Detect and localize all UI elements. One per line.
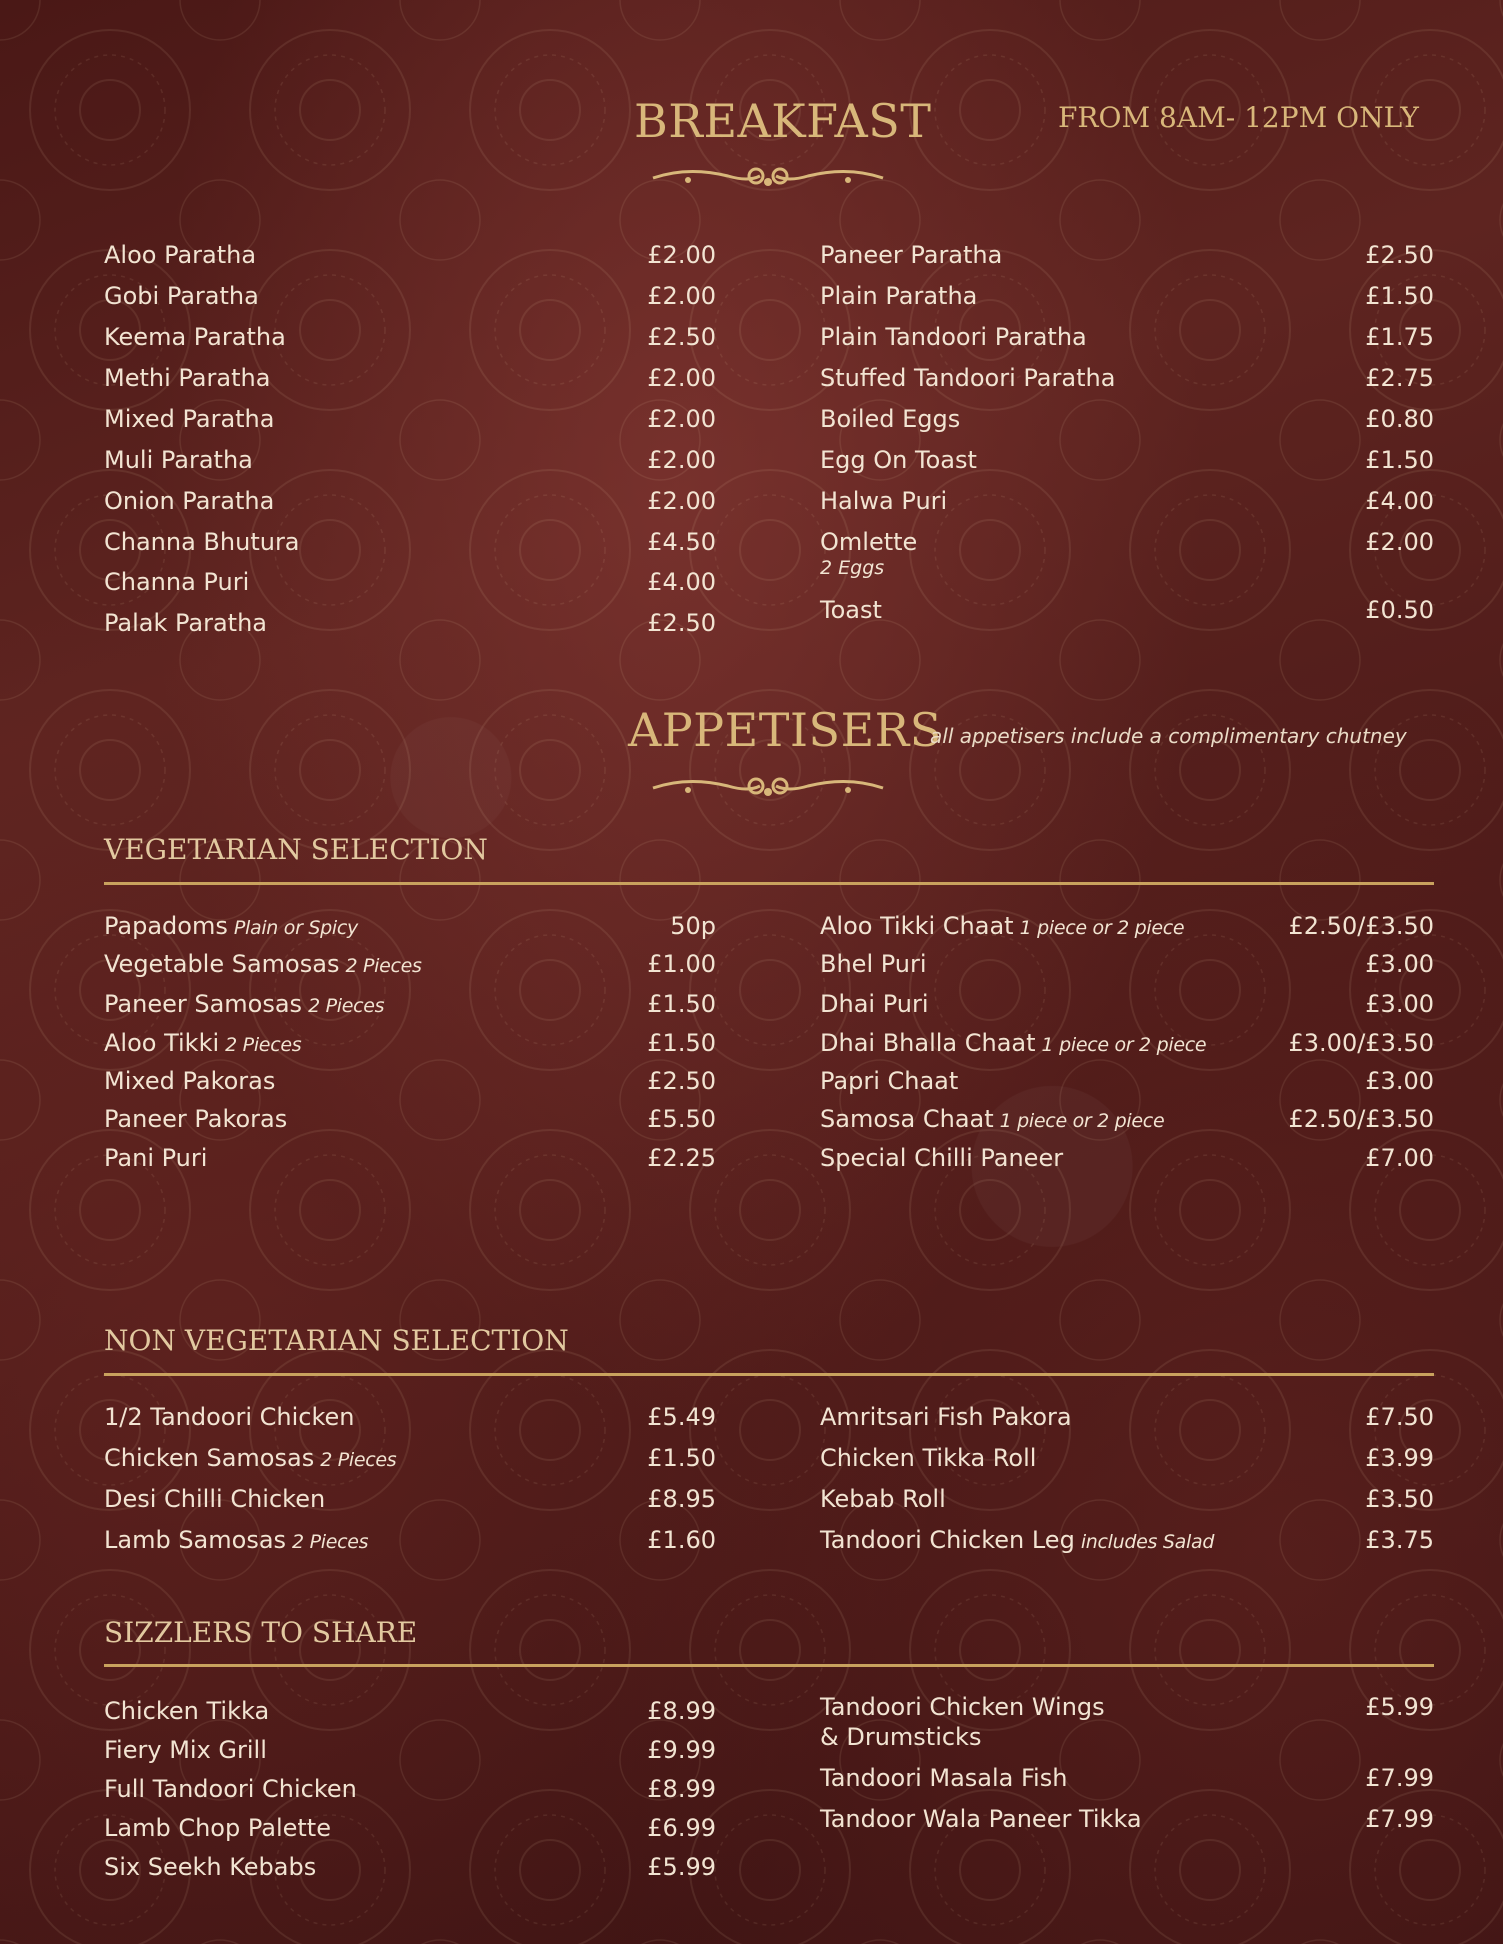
menu-item-price: £2.00 [1365,528,1434,556]
menu-item [820,1028,1206,1060]
menu-item-price: £2.50/£3.50 [1288,1105,1434,1133]
section-divider [104,1373,1434,1376]
menu-item [104,1484,325,1514]
menu-item-name: Onion Paratha [104,487,275,515]
menu-item-name: Toast [820,596,882,624]
menu-item-price: £6.99 [647,1814,716,1842]
menu-item-name: Keema Paratha [104,323,286,351]
menu-item-name: Omlette [820,528,918,556]
menu-item [820,1443,1036,1473]
menu-item-name: Lamb Samosas [104,1526,287,1554]
menu-item [820,1104,1164,1136]
menu-item [104,608,267,638]
menu-item [104,1525,368,1557]
breakfast-hours: FROM 8AM- 12PM ONLY [1058,101,1419,134]
menu-item-note: 2 Pieces [320,1449,397,1471]
menu-item-name: Plain Paratha [820,282,978,310]
menu-item-price: £2.25 [647,1144,716,1172]
menu-item-name: Full Tandoori Chicken [104,1775,357,1803]
menu-item [820,949,927,979]
menu-item-name: Channa Bhutura [104,528,300,556]
menu-item-price: £2.50 [647,1067,716,1095]
section-divider [104,882,1434,885]
section-divider [104,1664,1434,1667]
menu-item-price: £4.00 [647,568,716,596]
menu-item-name: Muli Paratha [104,446,253,474]
menu-item-name: Dhai Puri [820,990,929,1018]
breakfast-title: BREAKFAST [634,94,932,148]
menu-item-price: £2.00 [647,241,716,269]
menu-item-price: £1.50 [647,990,716,1018]
menu-item-price: £3.00 [1365,950,1434,978]
menu-item-name: Fiery Mix Grill [104,1736,267,1764]
non-vegetarian-heading: NON VEGETARIAN SELECTION [104,1324,569,1357]
menu-item-name: Methi Paratha [104,364,271,392]
menu-item-price: £2.75 [1365,364,1434,392]
menu-item [820,911,1184,943]
menu-item-price: £1.00 [647,950,716,978]
menu-item-price: £2.00 [647,364,716,392]
menu-item [104,1443,396,1475]
menu-item-name: Papri Chaat [820,1067,959,1095]
menu-item-note: includes Salad [1080,1531,1215,1553]
menu-item-name: Amritsari Fish Pakora [820,1403,1072,1431]
menu-item-note: 1 piece or 2 piece [1041,1034,1207,1056]
menu-item [104,1104,287,1134]
menu-item-price: £1.50 [1365,446,1434,474]
menu-item-name: & Drumsticks [820,1723,982,1751]
menu-item-name: Boiled Eggs [820,405,961,433]
menu-item [820,989,929,1019]
menu-item-note: 2 Pieces [308,995,385,1017]
menu-item-name: Mixed Paratha [104,405,275,433]
menu-item-name: Kebab Roll [820,1485,946,1513]
menu-item-name: Halwa Puri [820,487,948,515]
menu-item-name: Chicken Tikka Roll [820,1444,1037,1472]
menu-item-name: Plain Tandoori Paratha [820,323,1087,351]
menu-item [104,989,384,1021]
menu-item [820,281,977,311]
menu-item [104,949,422,981]
menu-item-name: Lamb Chop Palette [104,1814,331,1842]
menu-item-name: 1/2 Tandoori Chicken [104,1403,355,1431]
menu-item-name: Papadoms [104,912,228,940]
menu-item-name: Paneer Paratha [820,241,1003,269]
menu-item-name: Bhel Puri [820,950,927,978]
menu-item-price: £3.00 [1365,990,1434,1018]
menu-item-name: Desi Chilli Chicken [104,1485,326,1513]
menu-item-price: £7.50 [1365,1403,1434,1431]
menu-item-price: £2.00 [647,446,716,474]
menu-item-note: 2 Pieces [225,1034,302,1056]
menu-item-name: Tandoori Chicken Wings [820,1693,1105,1721]
menu-item [104,363,270,393]
menu-item [820,240,1002,270]
menu-item-price: £0.50 [1365,596,1434,624]
menu-item-note: 2 Eggs [820,557,885,579]
menu-item-price: £8.99 [647,1697,716,1725]
menu-item-price: £3.99 [1365,1444,1434,1472]
menu-item [820,1143,1063,1173]
menu-item-name: Aloo Tikki [104,1029,220,1057]
menu-item [104,911,358,943]
menu-item [104,1028,301,1060]
menu-item-price: £3.00 [1365,1067,1434,1095]
menu-item-name: Palak Paratha [104,609,268,637]
menu-item-price: £2.50 [1365,241,1434,269]
menu-item [104,567,249,597]
menu-item-name: Aloo Tikki Chaat [820,912,1014,940]
menu-item-name: Samosa Chaat [820,1105,994,1133]
menu-item-note: 1 piece or 2 piece [1019,917,1185,939]
menu-item [104,1735,267,1765]
menu-item-name: Aloo Paratha [104,241,257,269]
menu-item [104,1696,269,1726]
menu-item-name: Paneer Samosas [104,990,303,1018]
menu-item-price: £1.50 [647,1444,716,1472]
menu-item [104,1852,316,1882]
menu-item [104,404,274,434]
menu-item-name: Stuffed Tandoori Paratha [820,364,1116,392]
menu-item [820,404,960,434]
menu-item [104,281,259,311]
menu-item-price: £1.75 [1365,323,1434,351]
menu-item-name: Egg On Toast [820,446,977,474]
menu-item-price: £7.99 [1365,1805,1434,1833]
menu-item [820,595,882,625]
menu-item [820,363,1115,393]
menu-item [820,1525,1214,1557]
menu-item-note: Plain or Spicy [233,917,358,939]
menu-item-price: £2.00 [647,487,716,515]
flourish-ornament [648,158,888,194]
menu-item [820,322,1087,352]
menu-item-price: £1.60 [647,1526,716,1554]
menu-item [104,1813,331,1843]
menu-item-name: Chicken Tikka [104,1697,270,1725]
menu-item [820,1804,1142,1834]
menu-item-price: £1.50 [647,1029,716,1057]
menu-item [104,240,256,270]
menu-item-price: £2.00 [647,282,716,310]
menu-item-price: £8.95 [647,1485,716,1513]
menu-item-price: £2.50/£3.50 [1288,912,1434,940]
menu-item-note: 2 Pieces [292,1531,369,1553]
menu-item-name: Dhai Bhalla Chaat [820,1029,1036,1057]
menu-item [104,1774,357,1804]
menu-item-price: £2.00 [647,405,716,433]
menu-item [104,486,274,516]
menu-item [104,322,286,352]
menu-item-price: £0.80 [1365,405,1434,433]
menu-item-name: Vegetable Samosas [104,950,340,978]
menu-item [104,1066,275,1096]
menu-item-note: 2 Pieces [345,955,422,977]
menu-item-price: £4.50 [647,528,716,556]
appetisers-title: APPETISERS [628,703,942,757]
menu-item [820,1692,1105,1752]
menu-item-name: Mixed Pakoras [104,1067,276,1095]
menu-item-price: £8.99 [647,1775,716,1803]
menu-item [820,1066,958,1096]
menu-item-name: Tandoor Wala Paneer Tikka [820,1805,1142,1833]
menu-item-price: £9.99 [647,1736,716,1764]
sizzlers-heading: SIZZLERS TO SHARE [104,1616,418,1649]
menu-item-name: Special Chilli Paneer [820,1144,1064,1172]
vegetarian-heading: VEGETARIAN SELECTION [104,833,488,866]
menu-item-name: Paneer Pakoras [104,1105,288,1133]
menu-item-name: Six Seekh Kebabs [104,1853,317,1881]
menu-item [104,1143,207,1173]
menu-item-price: £5.99 [647,1853,716,1881]
menu-item-price: £5.50 [647,1105,716,1133]
menu-item [820,1402,1072,1432]
menu-item-price: £3.00/£3.50 [1288,1029,1434,1057]
menu-item [104,527,300,557]
menu-item [820,1484,946,1514]
menu-item-price: £3.75 [1365,1526,1434,1554]
menu-item [104,1402,354,1432]
menu-item-name: Tandoori Chicken Leg [820,1526,1075,1554]
menu-item-name: Tandoori Masala Fish [820,1764,1068,1792]
menu-item-price: £7.99 [1365,1764,1434,1792]
appetisers-note: all appetisers include a complimentary chutney [930,724,1407,748]
menu-item [820,445,977,475]
menu-item-name: Pani Puri [104,1144,208,1172]
menu-item [820,486,947,516]
menu-item-price: £4.00 [1365,487,1434,515]
menu-item-price: £2.50 [647,323,716,351]
menu-item [820,527,917,579]
menu-item-name: Chicken Samosas [104,1444,315,1472]
menu-item-note: 1 piece or 2 piece [999,1110,1165,1132]
menu-item-price: £1.50 [1365,282,1434,310]
menu-item-name: Channa Puri [104,568,250,596]
menu-item-price: £5.99 [1365,1693,1434,1721]
menu-item-name: Gobi Paratha [104,282,259,310]
menu-item-price: 50p [670,912,716,940]
menu-item [820,1763,1067,1793]
menu-item-price: £3.50 [1365,1485,1434,1513]
menu-item-price: £2.50 [647,609,716,637]
flourish-ornament [648,768,888,804]
menu-item [104,445,253,475]
menu-item-price: £7.00 [1365,1144,1434,1172]
menu-item-price: £5.49 [647,1403,716,1431]
